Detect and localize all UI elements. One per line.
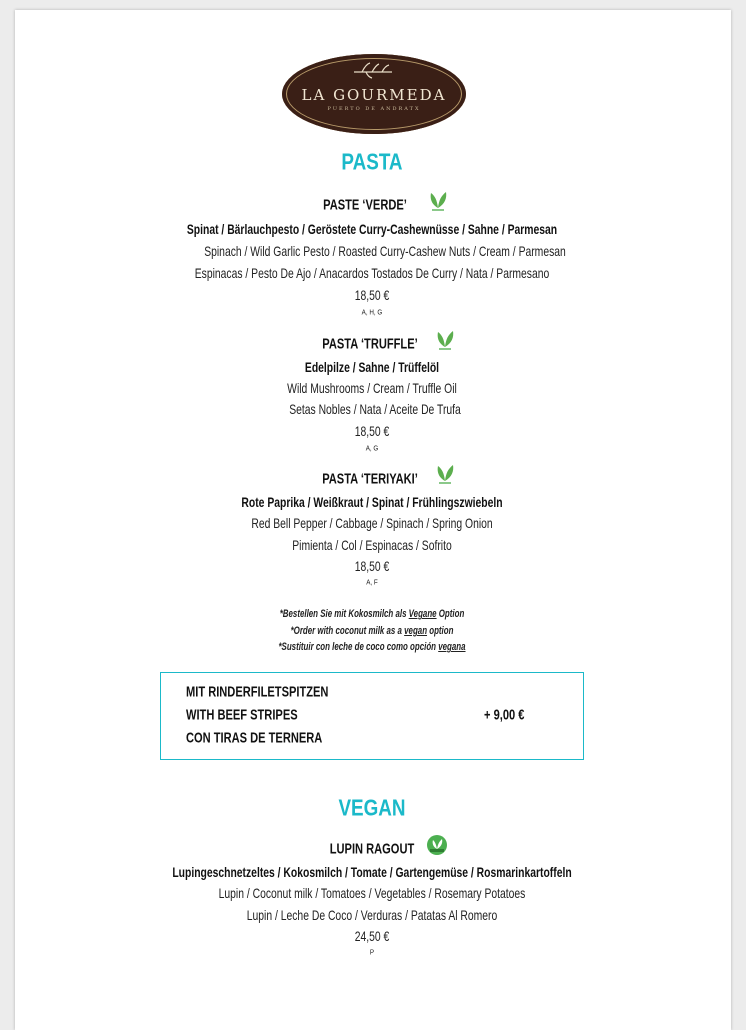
dish-description-de: Spinat / Bärlauchpesto / Geröstete Curry-Cashewnüsse / Sahne / Parmesan: [186, 221, 558, 237]
dish-description-es: Pimienta / Col / Espinacas / Sofrito: [292, 537, 452, 553]
vegetarian-icon: [427, 190, 449, 212]
dish-title: PASTE ‘VERDE’: [323, 196, 407, 214]
addon-label-es: CON TIRAS DE TERNERA: [186, 729, 323, 747]
dish-allergens: A, F: [366, 579, 378, 587]
addon-label-en: WITH BEEF STRIPES: [186, 706, 298, 724]
olive-branch-icon: [352, 62, 396, 80]
logo: [282, 54, 466, 134]
dish-description-en: Lupin / Coconut milk / Tomatoes / Vegetables / Rosemary Potatoes: [218, 885, 526, 901]
dish-allergens: P: [369, 949, 375, 957]
dish-price: 18,50 €: [354, 558, 390, 574]
dish-price: 18,50 €: [354, 287, 390, 303]
vegan-option-note-es: *Sustituir con leche de coco como opción vegana: [278, 641, 466, 653]
dish-price: 24,50 €: [354, 928, 390, 944]
vegan-option-note-de: *Bestellen Sie mit Kokosmilch als Vegane Option: [279, 608, 465, 620]
section-heading-vegan: VEGAN: [338, 794, 406, 821]
logo-subtitle: PUERTO DE ANDRATX: [327, 106, 421, 112]
dish-description-en: Spinach / Wild Garlic Pesto / Roasted Curry-Cashew Nuts / Cream / Parmesan: [204, 243, 566, 259]
dish-description-es: Lupin / Leche De Coco / Verduras / Patatas Al Romero: [246, 907, 498, 923]
dish-allergens: A, G: [365, 445, 379, 453]
addon-label-de: MIT RINDERFILETSPITZEN: [186, 683, 329, 701]
dish-description-en: Wild Mushrooms / Cream / Truffle Oil: [287, 380, 457, 396]
dish-description-es: Setas Nobles / Nata / Aceite De Trufa: [289, 401, 461, 417]
dish-title: PASTA ‘TERIYAKI’: [322, 470, 418, 488]
dish-description-es: Espinacas / Pesto De Ajo / Anacardos Tostados De Curry / Nata / Parmesano: [194, 265, 550, 281]
dish-allergens: A, H, G: [361, 309, 383, 317]
dish-description-en: Red Bell Pepper / Cabbage / Spinach / Spring Onion: [251, 515, 493, 531]
dish-price: 18,50 €: [354, 423, 390, 439]
dish-title: PASTA ‘TRUFFLE’: [322, 335, 418, 353]
logo-name: LA GOURMEDA: [301, 86, 447, 104]
vegetarian-icon: [434, 329, 456, 351]
vegetarian-icon: [434, 463, 456, 485]
dish-description-de: Edelpilze / Sahne / Trüffelöl: [304, 359, 440, 375]
dish-description-de: Rote Paprika / Weißkraut / Spinat / Frühlingszwiebeln: [241, 494, 503, 510]
vegan-icon: [426, 834, 448, 856]
dish-title: LUPIN RAGOUT: [329, 840, 415, 858]
vegan-option-note-en: *Order with coconut milk as a vegan option: [290, 625, 454, 637]
addon-price: + 9,00 €: [484, 706, 525, 724]
dish-description-de: Lupingeschnetzeltes / Kokosmilch / Tomate / Gartengemüse / Rosmarinkartoffeln: [172, 864, 572, 880]
section-heading-pasta: PASTA: [341, 148, 403, 175]
